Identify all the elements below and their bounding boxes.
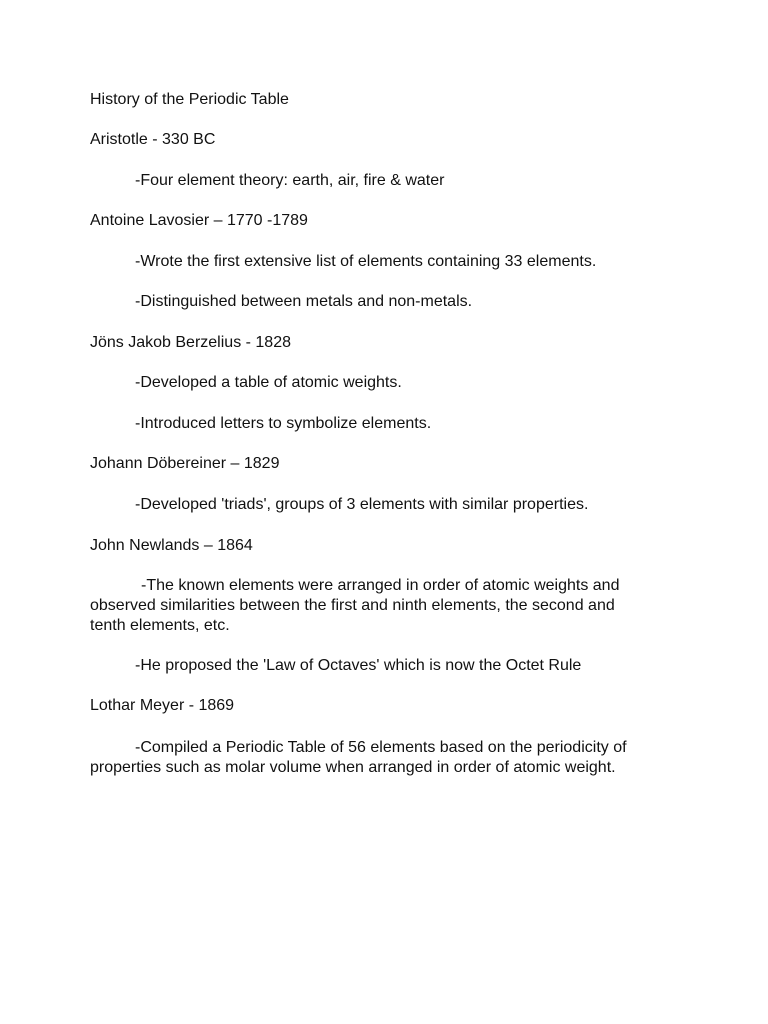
entry-note-continuation: tenth elements, etc.	[90, 617, 230, 634]
entry-note-continuation: properties such as molar volume when arranged in order of atomic weight.	[90, 759, 616, 776]
entry-note: -The known elements were arranged in order of atomic weights and	[141, 577, 620, 594]
entry-heading-aristotle: Aristotle - 330 BC	[90, 131, 216, 148]
entry-note: -Compiled a Periodic Table of 56 elements based on the periodicity of	[135, 739, 627, 756]
entry-heading-berzelius: Jöns Jakob Berzelius - 1828	[90, 334, 291, 351]
entry-note: -Distinguished between metals and non-metals.	[135, 293, 473, 310]
entry-heading-newlands: John Newlands – 1864	[90, 537, 253, 554]
entry-heading-meyer: Lothar Meyer - 1869	[90, 697, 235, 714]
entry-note-continuation: observed similarities between the first and ninth elements, the second and	[90, 597, 615, 614]
entry-note: -Four element theory: earth, air, fire & water	[135, 172, 445, 189]
entry-heading-dobereiner: Johann Döbereiner – 1829	[90, 455, 280, 472]
entry-note: -Wrote the first extensive list of elements containing 33 elements.	[135, 253, 597, 270]
page-title: History of the Periodic Table	[90, 91, 289, 108]
entry-note: -He proposed the 'Law of Octaves' which is now the Octet Rule	[135, 657, 582, 674]
entry-note: -Developed 'triads', groups of 3 elements with similar properties.	[135, 496, 589, 513]
entry-heading-lavosier: Antoine Lavosier – 1770 -1789	[90, 212, 308, 229]
entry-note: -Introduced letters to symbolize elements.	[135, 415, 432, 432]
entry-note: -Developed a table of atomic weights.	[135, 374, 402, 391]
